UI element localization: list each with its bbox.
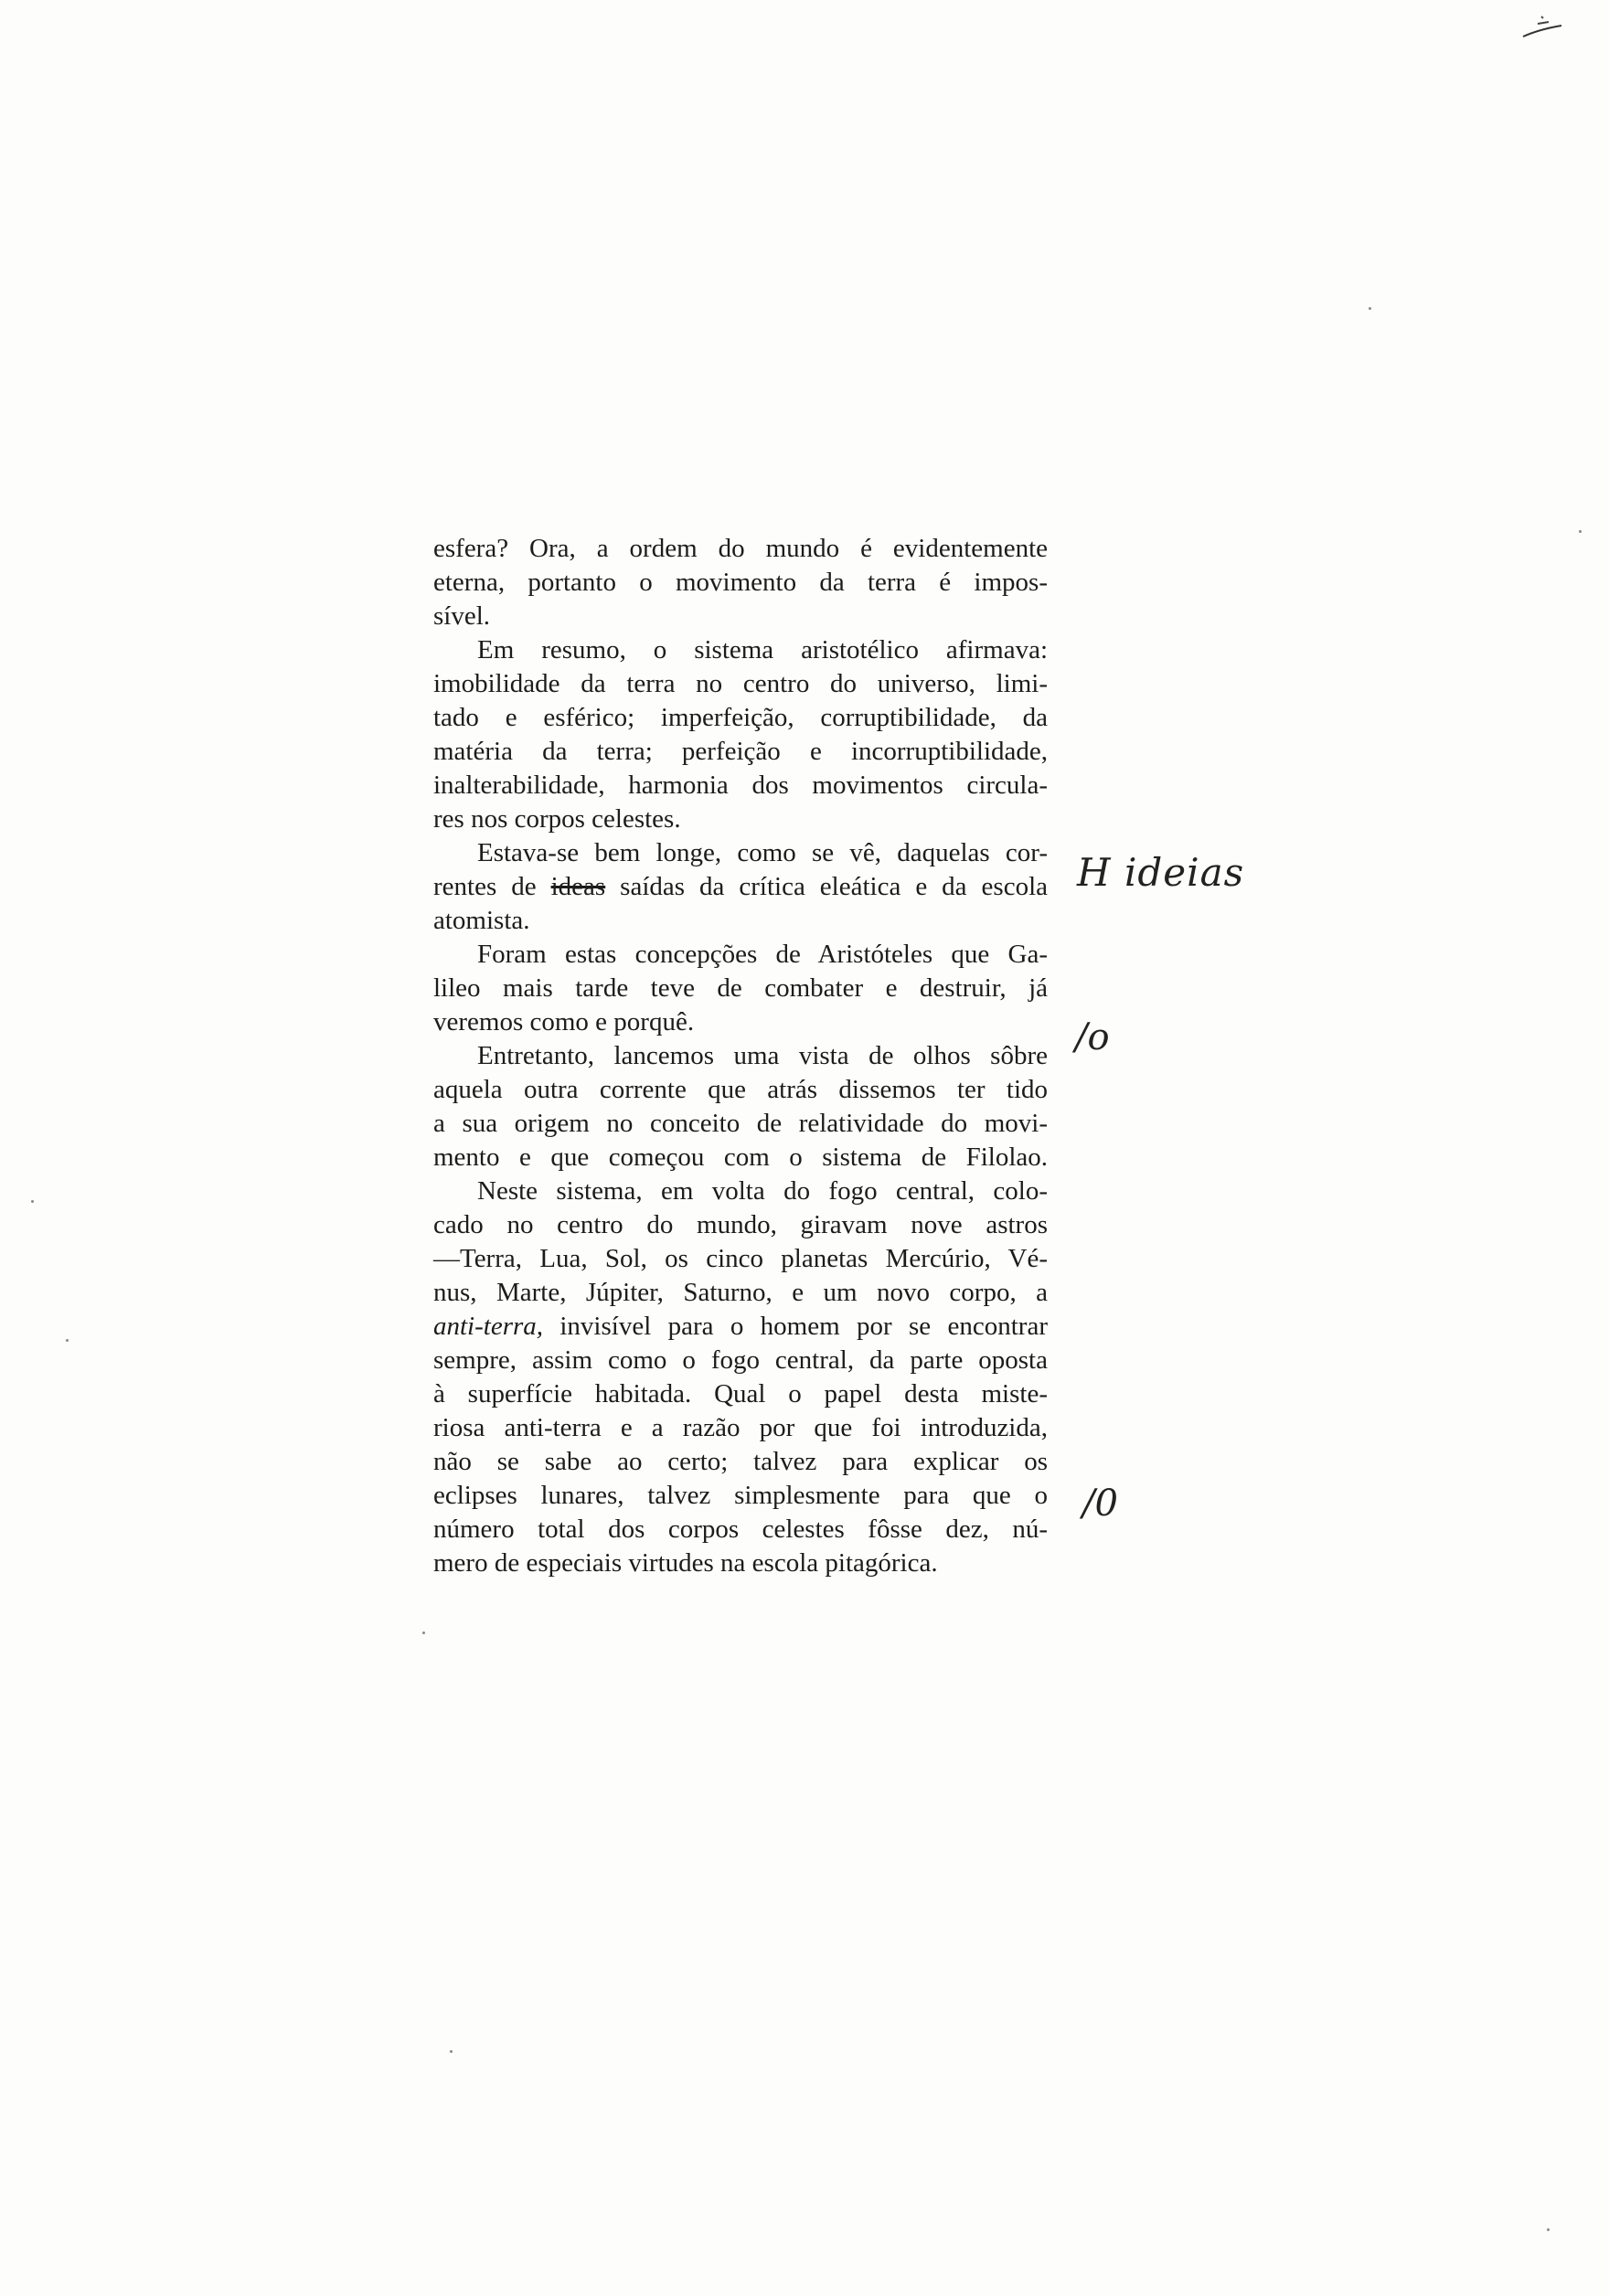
text-line bbox=[433, 870, 1048, 904]
scan-speck bbox=[1547, 2228, 1550, 2231]
text-line: nus, Marte, Júpiter, Saturno, e um novo corpo, a bbox=[433, 1278, 1048, 1307]
text-line: res nos corpos celestes. bbox=[433, 804, 681, 834]
text-line: inalterabilidade, harmonia dos movimentos circula- bbox=[433, 771, 1048, 800]
text-line: Foram estas concepções de Aristóteles que Ga- bbox=[477, 940, 1048, 969]
scan-speck bbox=[66, 1339, 69, 1342]
text-segment: invisível para o homem por se encontrar bbox=[543, 1312, 1048, 1341]
text-line: eclipses lunares, talvez simplesmente para que o bbox=[433, 1481, 1048, 1510]
text-line: veremos como e porquê. bbox=[433, 1007, 695, 1036]
scan-speck bbox=[422, 1632, 425, 1634]
scan-speck bbox=[31, 1200, 34, 1203]
text-line bbox=[433, 1310, 1048, 1344]
scan-speck bbox=[1579, 530, 1582, 533]
text-line: Em resumo, o sistema aristotélico afirmava: bbox=[477, 635, 1048, 664]
text-line: eterna, portanto o movimento da terra é impos- bbox=[433, 568, 1048, 597]
text-line: Neste sistema, em volta do fogo central, colo- bbox=[477, 1176, 1048, 1206]
text-line: número total dos corpos celestes fôsse dez, nú- bbox=[433, 1515, 1048, 1544]
text-line: mento e que começou com o sistema de Filolao. bbox=[433, 1143, 1048, 1172]
text-line: à superfície habitada. Qual o papel desta miste- bbox=[433, 1379, 1048, 1408]
scan-speck bbox=[450, 2050, 453, 2053]
text-line: esfera? Ora, a ordem do mundo é evidentemente bbox=[433, 534, 1048, 563]
text-line: atomista. bbox=[433, 906, 530, 935]
scan-speck bbox=[1369, 307, 1371, 310]
text-line: Estava-se bem longe, como se vê, daquelas cor- bbox=[477, 838, 1048, 867]
margin-note-10-second: /0 bbox=[1082, 1483, 1118, 1525]
body-text bbox=[433, 532, 1048, 1580]
text-line: lileo mais tarde teve de combater e destruir, já bbox=[433, 973, 1048, 1003]
text-segment: rentes de bbox=[433, 872, 551, 901]
text-line: Entretanto, lancemos uma vista de olhos sôbre bbox=[477, 1041, 1048, 1070]
text-line: cado no centro do mundo, giravam nove astros bbox=[433, 1210, 1048, 1239]
margin-note-ideias: H ideias bbox=[1077, 850, 1245, 895]
text-segment: saídas da crítica eleática e da escola bbox=[605, 872, 1048, 901]
text-line: sempre, assim como o fogo central, da parte oposta bbox=[433, 1345, 1048, 1375]
text-line: mero de especiais virtudes na escola pitagórica. bbox=[433, 1548, 938, 1578]
text-line: a sua origem no conceito de relatividade do movi- bbox=[433, 1109, 1048, 1138]
text-line: imobilidade da terra no centro do universo, limi- bbox=[433, 669, 1048, 698]
text-line: não se sabe ao certo; talvez para explicar os bbox=[433, 1447, 1048, 1476]
text-line: tado e esférico; imperfeição, corruptibilidade, da bbox=[433, 703, 1048, 732]
struck-word: ideas bbox=[550, 872, 606, 901]
text-line: sível. bbox=[433, 601, 491, 631]
text-line: riosa anti-terra e a razão por que foi introduzida, bbox=[433, 1413, 1048, 1442]
text-line: matéria da terra; perfeição e incorruptibilidade, bbox=[433, 737, 1048, 766]
margin-note-10-first: /o bbox=[1075, 1016, 1110, 1058]
text-line: —Terra, Lua, Sol, os cinco planetas Mercúrio, Vé- bbox=[433, 1244, 1048, 1273]
pencil-mark-icon bbox=[1521, 13, 1563, 40]
italic-term: anti-terra, bbox=[433, 1312, 544, 1341]
text-line: aquela outra corrente que atrás dissemos ter tido bbox=[433, 1075, 1048, 1104]
